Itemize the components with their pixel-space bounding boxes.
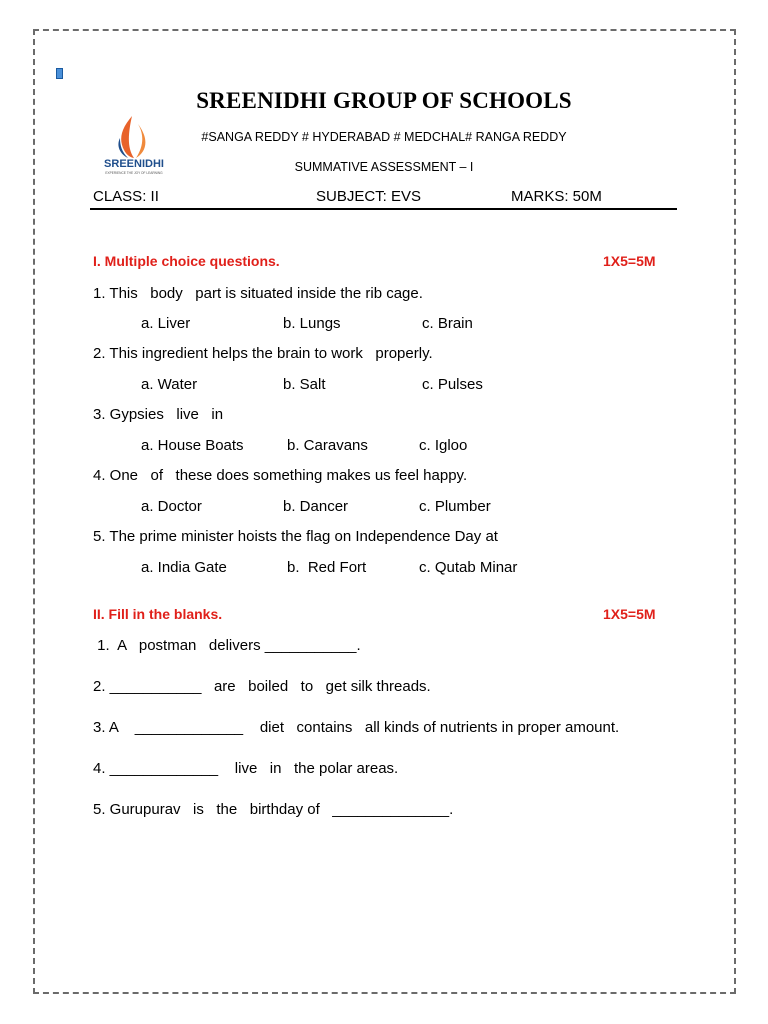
mcq-option: a. India Gate xyxy=(141,559,227,576)
mcq-option: c. Plumber xyxy=(419,498,491,515)
mcq-option: a. Liver xyxy=(141,315,191,332)
mcq-option: c. Qutab Minar xyxy=(419,559,518,576)
mcq-question-2: 2. This ingredient helps the brain to work properly. xyxy=(93,345,433,362)
assessment-name: SUMMATIVE ASSESSMENT – I xyxy=(294,160,474,174)
section2-marks: 1X5=5M xyxy=(603,606,656,622)
section1-marks: 1X5=5M xyxy=(603,253,656,269)
svg-text:SREENIDHI: SREENIDHI xyxy=(104,158,164,170)
fill-blank-5: 5. Gurupurav is the birthday of ______________. xyxy=(93,801,454,818)
mcq-option: a. Doctor xyxy=(141,498,202,515)
mcq-option: b. Red Fort xyxy=(287,559,367,576)
school-locations: #SANGA REDDY # HYDERABAD # MEDCHAL# RANGA REDDY xyxy=(201,130,567,144)
fill-blank-2: 2. ___________ are boiled to get silk threads. xyxy=(93,678,431,695)
fill-blank-3: 3. A _____________ diet contains all kinds of nutrients in proper amount. xyxy=(93,719,620,736)
mcq-option: a. Water xyxy=(141,376,198,393)
mcq-option: b. Dancer xyxy=(283,498,349,515)
text-cursor-marker xyxy=(56,68,63,79)
mcq-option: b. Salt xyxy=(283,376,326,393)
mcq-option: c. Brain xyxy=(422,315,473,332)
mcq-option: a. House Boats xyxy=(141,437,244,454)
mcq-option: c. Igloo xyxy=(419,437,468,454)
mcq-question-1: 1. This body part is situated inside the rib cage. xyxy=(93,285,423,302)
svg-text:EXPERIENCE THE JOY OF LEARNING: EXPERIENCE THE JOY OF LEARNING xyxy=(105,171,163,175)
mcq-option: b. Lungs xyxy=(283,315,341,332)
section2-title: II. Fill in the blanks. xyxy=(93,606,223,622)
class-label: CLASS: II xyxy=(93,188,159,205)
section1-title: I. Multiple choice questions. xyxy=(93,253,280,269)
mcq-option: b. Caravans xyxy=(287,437,368,454)
marks-label: MARKS: 50M xyxy=(511,188,602,205)
school-title: SREENIDHI GROUP OF SCHOOLS xyxy=(196,88,572,113)
mcq-question-3: 3. Gypsies live in xyxy=(93,406,224,423)
mcq-question-4: 4. One of these does something makes us feel happy. xyxy=(93,467,468,484)
fill-blank-1: 1. A postman delivers ___________. xyxy=(93,637,361,654)
mcq-question-5: 5. The prime minister hoists the flag on Independence Day at xyxy=(93,528,498,545)
header-divider xyxy=(90,208,677,210)
mcq-option: c. Pulses xyxy=(422,376,483,393)
subject-label: SUBJECT: EVS xyxy=(316,188,422,205)
fill-blank-4: 4. _____________ live in the polar areas. xyxy=(93,760,399,777)
